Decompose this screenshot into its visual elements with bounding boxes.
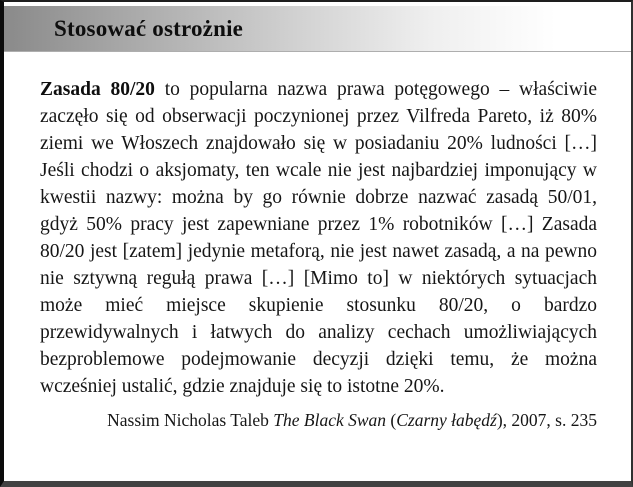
quote-lead-term: Zasada 80/20 xyxy=(40,79,155,100)
citation-title-polish: Czarny łabędź xyxy=(396,410,497,430)
callout-content xyxy=(4,52,631,431)
quote-body-text: to popularna nazwa prawa potęgowego – właściwie zaczęło się od obserwacji poczynionej przez Vilfreda Pareto, iż 80% ziemi we Włoszech znajdowało się w posiadaniu 20% ludności […] Jeśli chodzi o aksjomaty, ten wcale nie jest najbardziej imponujący w kwestii nazwy: można by go równie dobrze nazwać zasadą 50/01, gdyż 50% pracy jest zapewniane przez 1% robotników […] Zasada 80/20 jest [zatem] jedynie metaforą, nie jest nawet zasadą, a na pewno nie sztywną regułą prawa […] [Mimo to] w niektórych sytuacjach może mieć miejsce skupienie stosunku 80/20, o bardzo przewidywalnych i łatwych do analizy cechach umożliwiających bezproblemowe podejmowanie decyzji dzięki temu, że można wcześniej ustalić, gdzie znajduje się to istotne 20%. xyxy=(40,79,598,397)
callout-header-band xyxy=(4,6,631,52)
callout-title: Stosować ostrożnie xyxy=(54,15,244,41)
citation-year-page: ), 2007, s. 235 xyxy=(496,410,597,430)
citation-line xyxy=(40,409,597,431)
quote-paragraph xyxy=(40,76,597,400)
citation-paren-open: ( xyxy=(386,410,397,430)
citation-title-original: The Black Swan xyxy=(273,410,387,430)
citation-author: Nassim Nicholas Taleb xyxy=(107,410,274,430)
